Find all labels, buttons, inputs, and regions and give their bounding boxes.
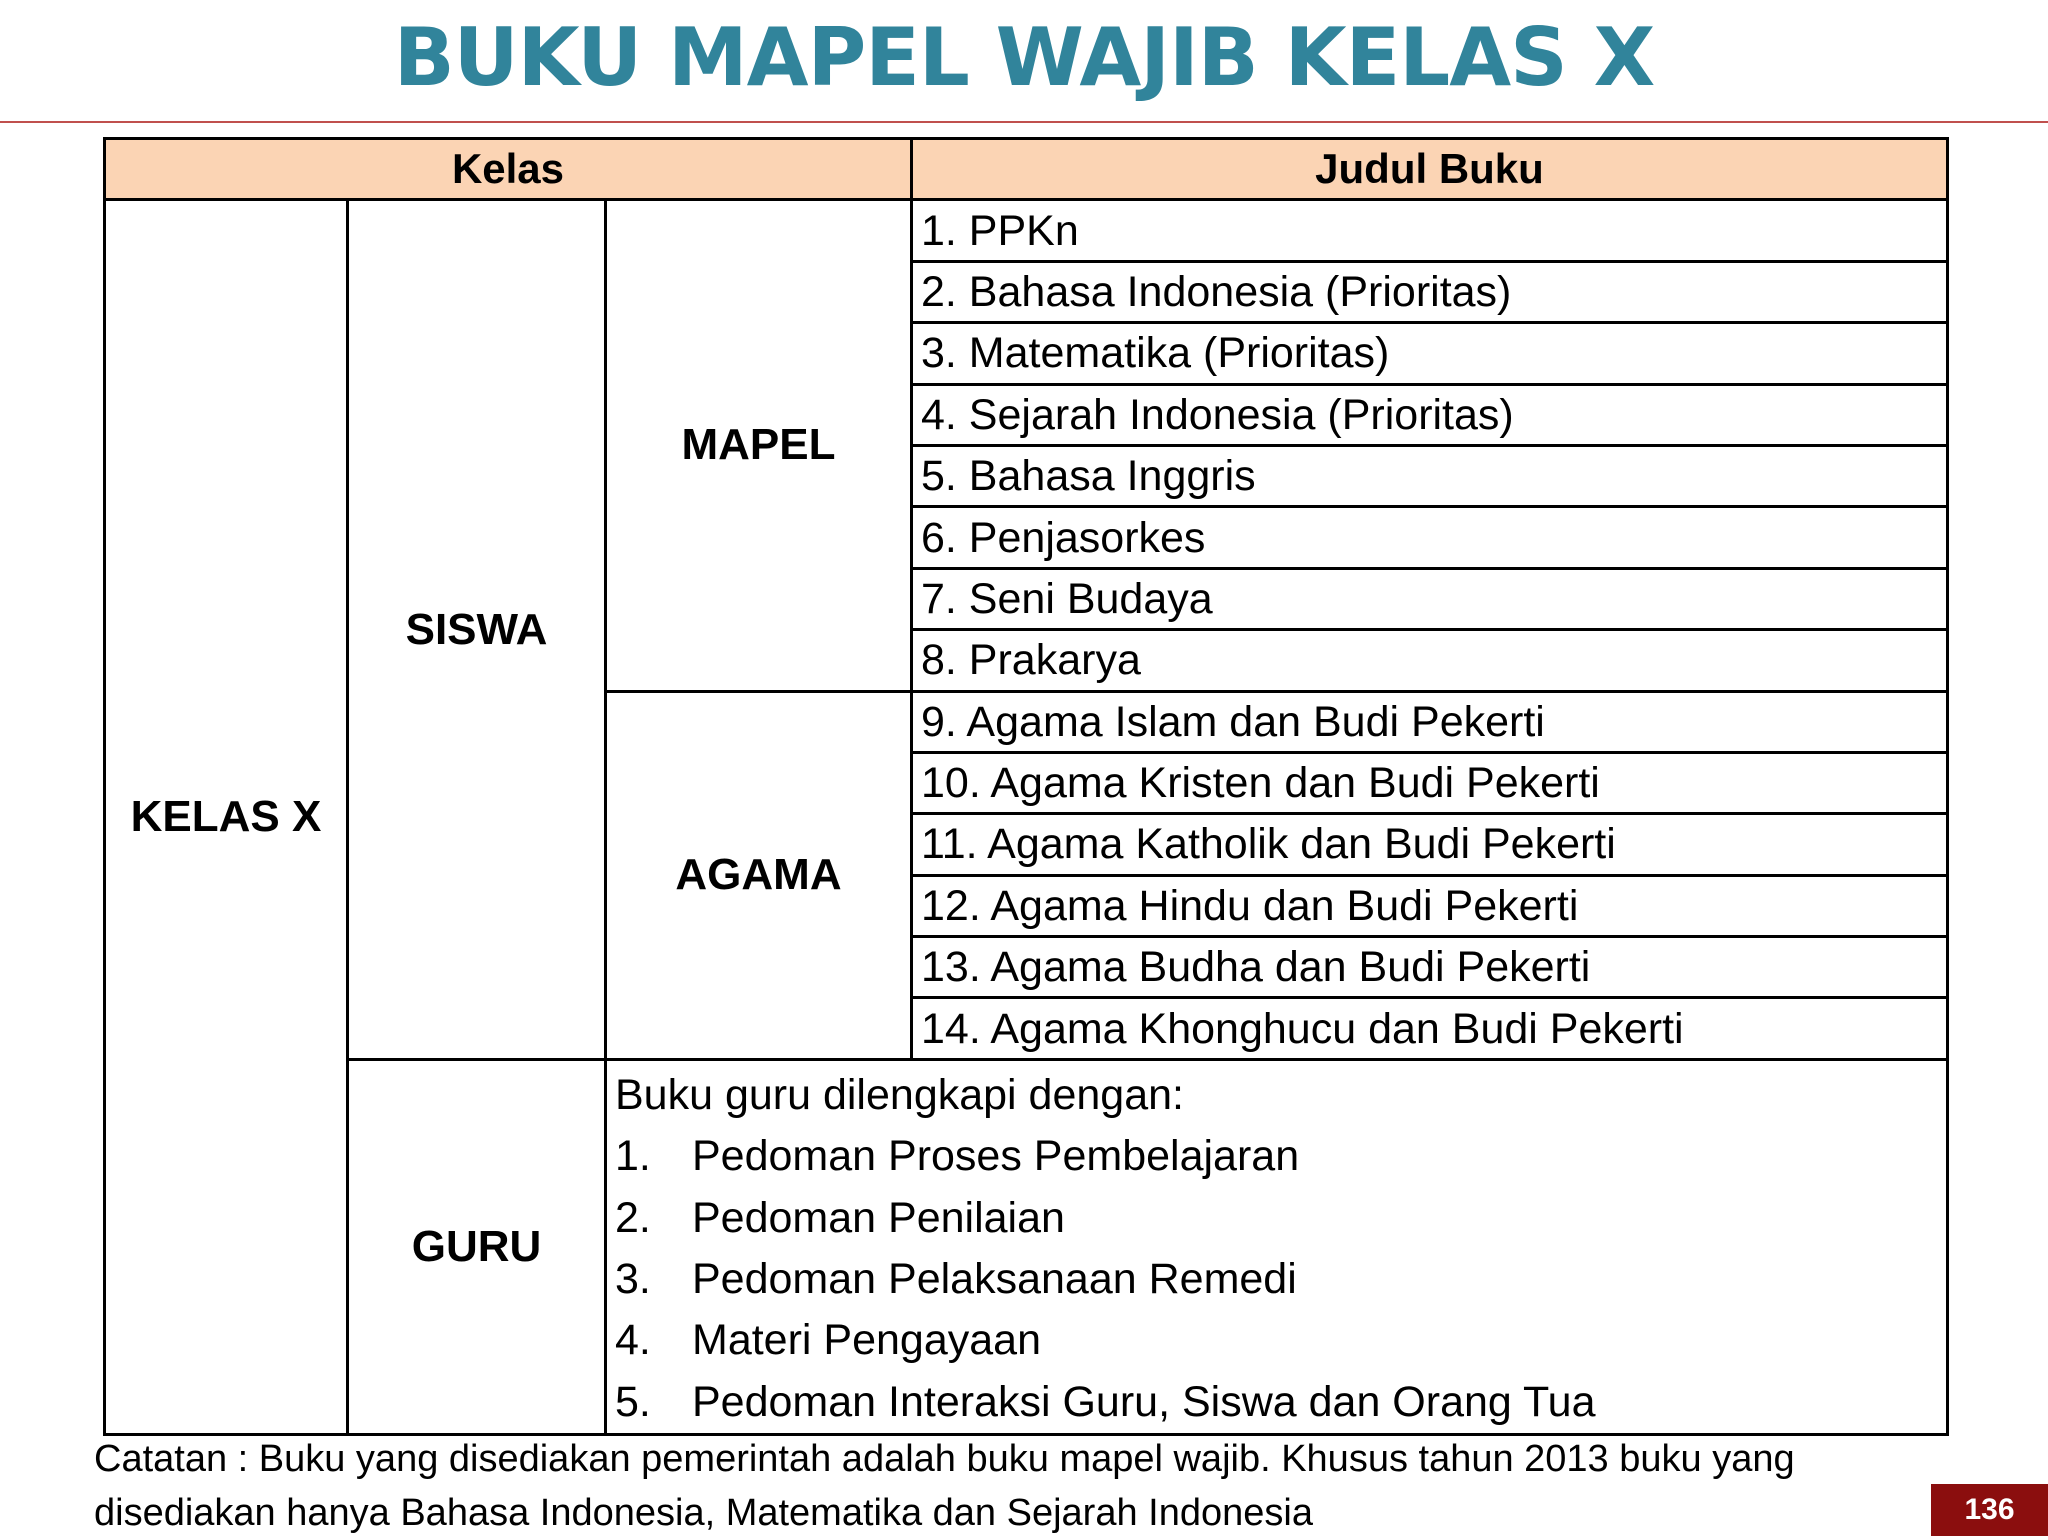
list-number: 5.: [615, 1377, 651, 1426]
page-number-badge: 136: [1931, 1484, 2048, 1536]
list-item: [615, 1126, 1946, 1187]
guru-row: [105, 1059, 1948, 1434]
book-item: 5. Bahasa Inggris: [912, 445, 1948, 506]
book-item: 8. Prakarya: [912, 630, 1948, 691]
list-text: Pedoman Penilaian: [692, 1193, 1065, 1242]
title-divider: [0, 121, 2048, 123]
page-title: BUKU MAPEL WAJIB KELAS X: [393, 11, 1655, 104]
guru-intro: Buku guru dilengkapi dengan:: [615, 1070, 1184, 1119]
kelas-x-cell: KELAS X: [105, 200, 348, 1435]
book-item: 4. Sejarah Indonesia (Prioritas): [912, 384, 1948, 445]
book-item: 7. Seni Budaya: [912, 568, 1948, 629]
list-item: [615, 1372, 1946, 1433]
agama-cell: AGAMA: [606, 691, 912, 1059]
list-number: 1.: [615, 1132, 651, 1181]
header-kelas: Kelas: [105, 139, 912, 200]
siswa-cell: SISWA: [348, 200, 606, 1059]
list-number: 2.: [615, 1193, 651, 1242]
guru-cell: GURU: [348, 1059, 606, 1434]
book-item: 2. Bahasa Indonesia (Prioritas): [912, 261, 1948, 322]
book-item: 6. Penjasorkes: [912, 507, 1948, 568]
list-number: 3.: [615, 1255, 651, 1304]
books-table: [103, 137, 1949, 1436]
guru-description: [606, 1059, 1948, 1434]
footnote: Catatan : Buku yang disediakan pemerintah adalah buku mapel wajib. Khusus tahun 2013 buku yang disediakan hanya Bahasa Indonesia, Matematika dan Sejarah Indonesia: [94, 1438, 1795, 1534]
list-text: Materi Pengayaan: [692, 1316, 1041, 1365]
book-item: 13. Agama Budha dan Budi Pekerti: [912, 937, 1948, 998]
header-judul-buku: Judul Buku: [912, 139, 1948, 200]
list-text: Pedoman Pelaksanaan Remedi: [692, 1255, 1297, 1304]
list-number: 4.: [615, 1316, 651, 1365]
list-text: Pedoman Interaksi Guru, Siswa dan Orang Tua: [692, 1377, 1596, 1426]
book-item: 9. Agama Islam dan Budi Pekerti: [912, 691, 1948, 752]
book-item: 11. Agama Katholik dan Budi Pekerti: [912, 814, 1948, 875]
book-item: 3. Matematika (Prioritas): [912, 323, 1948, 384]
list-item: [615, 1249, 1946, 1310]
list-text: Pedoman Proses Pembelajaran: [692, 1132, 1300, 1181]
table-row: [105, 200, 1948, 261]
table-header-row: [105, 139, 1948, 200]
book-item: 10. Agama Kristen dan Budi Pekerti: [912, 752, 1948, 813]
book-item: 12. Agama Hindu dan Budi Pekerti: [912, 875, 1948, 936]
list-item: [615, 1310, 1946, 1371]
mapel-cell: MAPEL: [606, 200, 912, 691]
guru-list: [615, 1126, 1946, 1433]
book-item: 1. PPKn: [912, 200, 1948, 261]
book-item: 14. Agama Khonghucu dan Budi Pekerti: [912, 998, 1948, 1059]
list-item: [615, 1188, 1946, 1249]
